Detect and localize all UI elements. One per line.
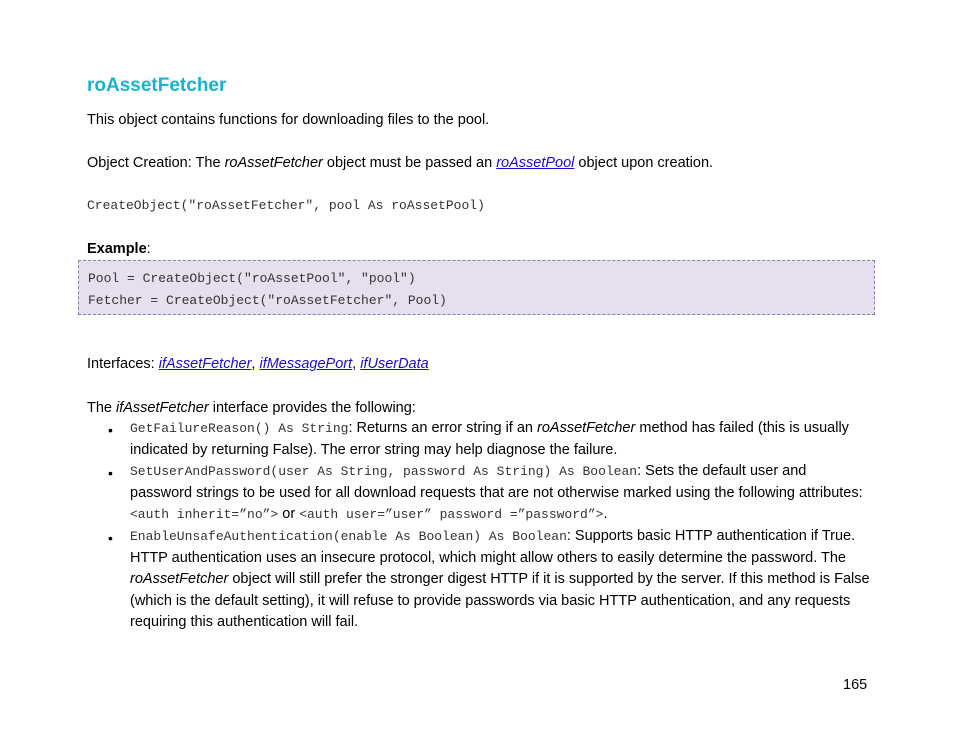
object-creation-text (87, 155, 713, 171)
iface-intro-prefix: The (87, 400, 117, 416)
page-title: roAssetFetcher (87, 75, 227, 96)
ifassetfetcher-link[interactable]: ifAssetFetcher (158, 356, 252, 372)
interface-intro (87, 400, 416, 416)
bullet-icon: • (108, 422, 113, 438)
method-signature: GetFailureReason() As String (130, 421, 349, 436)
method-desc-object: roAssetFetcher (130, 571, 229, 588)
creation-middle: object must be passed an (322, 155, 497, 171)
interfaces-separator: , (251, 356, 260, 372)
method-item (130, 461, 870, 526)
intro-text: This object contains functions for downloading files to the pool. (87, 112, 490, 128)
example-colon: : (146, 241, 151, 257)
example-code-box (78, 260, 875, 315)
method-signature: SetUserAndPassword(user As String, password As String) As Boolean (130, 464, 638, 479)
method-item (130, 418, 870, 461)
roassetpool-link[interactable]: roAssetPool (496, 155, 575, 171)
creation-object-name: roAssetFetcher (224, 155, 323, 171)
iface-intro-name: ifAssetFetcher (116, 400, 209, 416)
example-label: Example (87, 241, 147, 257)
interfaces-separator: , (352, 356, 361, 372)
end-period: . (603, 506, 608, 523)
method-desc: : Supports basic HTTP authentication if True. HTTP authentication uses an insecure protocol, which might allow others to easily determine the password. The (130, 528, 856, 566)
page-number: 165 (843, 677, 868, 693)
or-text: or (278, 506, 300, 523)
bullet-icon: • (108, 465, 113, 481)
method-desc-object: roAssetFetcher (537, 420, 636, 436)
method-desc: method has failed (this is usually indicated by returning False). The error string may help diagnose the failure. (130, 420, 849, 458)
iface-intro-suffix: interface provides the following: (208, 400, 416, 416)
method-signature: EnableUnsafeAuthentication(enable As Boolean) As Boolean (130, 529, 567, 544)
creation-suffix: object upon creation. (574, 155, 714, 171)
ifmessageport-link[interactable]: ifMessagePort (259, 356, 353, 372)
interfaces-line (87, 356, 429, 372)
create-object-code: CreateObject("roAssetFetcher", pool As roAssetPool) (87, 198, 485, 213)
code-line: Pool = CreateObject("roAssetPool", "pool") (88, 271, 416, 286)
method-desc: object will still prefer the stronger digest HTTP if it is supported by the server. If this method is False (which is the default setting), it will refuse to provide passwords via basic HTTP authentication, and any requests requiring this authentication will fail. (130, 571, 870, 631)
auth-attr-user: <auth user=”user” password =”password”> (299, 507, 604, 523)
interfaces-label: Interfaces: (87, 356, 159, 372)
code-line: Fetcher = CreateObject("roAssetFetcher", Pool) (88, 293, 447, 308)
creation-prefix: Object Creation: The (87, 155, 225, 171)
ifuserdata-link[interactable]: ifUserData (360, 356, 429, 372)
example-heading (87, 241, 151, 257)
bullet-icon: • (108, 530, 113, 546)
method-desc: : Sets the default user and password strings to be used for all download requests that are not otherwise marked using the following attributes: (130, 463, 863, 501)
auth-attr-inherit: <auth inherit=”no”> (130, 507, 279, 523)
method-item (130, 526, 870, 634)
method-desc: : Returns an error string if an (348, 420, 538, 436)
